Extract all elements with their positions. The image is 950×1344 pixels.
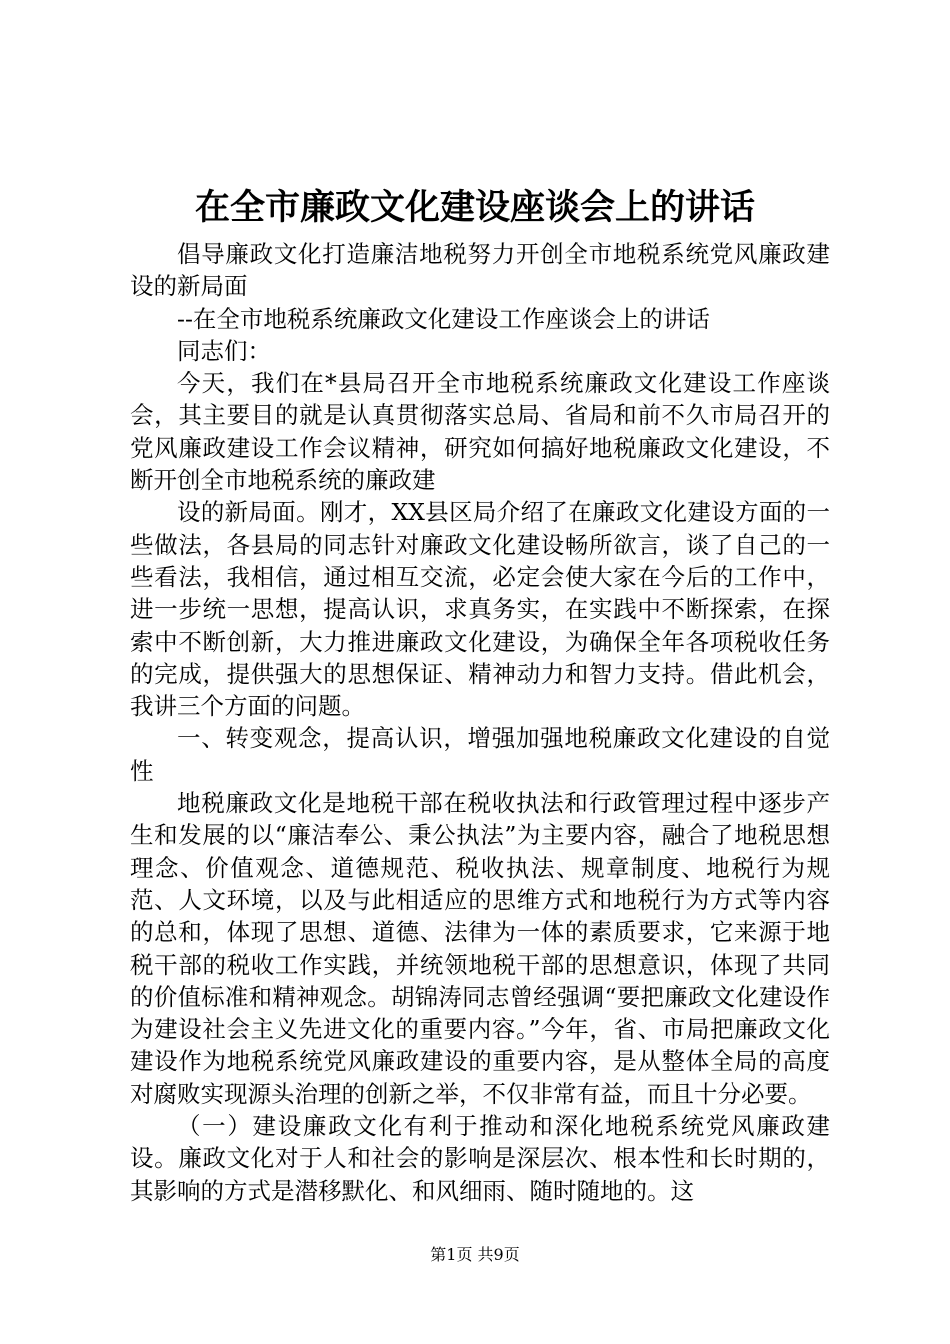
paragraph-section-heading: 一、转变观念，提高认识，增强加强地税廉政文化建设的自觉性 [130, 724, 830, 785]
paragraph-section-body: 地税廉政文化是地税干部在税收执法和行政管理过程中逐步产生和发展的以“廉洁奉公、秉公执法”为主要内容，融合了地税思想理念、价值观念、道德规范、税收执法、规章制度、地税行为规范、人文环境，以及与此相适应的思维方式和地税行为方式等内容的总和，体现了思想、道德、法律为一体的素质要求，它来源于地税干部的税收工作实践，并统领地税干部的思想意识，体现了共同的价值标准和精神观念。胡锦涛同志曾经强调“要把廉政文化建设作为建设社会主义先进文化的重要内容。”今年，省、市局把廉政文化建设作为地税系统党风廉政建设的重要内容，是从整体全局的高度对腐败实现源头治理的创新之举，不仅非常有益，而且十分必要。 [130, 789, 830, 1108]
paragraph-salutation: 同志们： [177, 336, 271, 365]
document-body [130, 238, 830, 1207]
paragraph-subsection: （一）建设廉政文化有利于推动和深化地税系统党风廉政建设。廉政文化对于人和社会的影响是深层次、根本性和长时期的，其影响的方式是潜移默化、和风细雨、随时随地的。这 [130, 1112, 830, 1205]
paragraph-intro-continued: 设的新局面。刚才，XX县区局介绍了在廉政文化建设方面的一些做法，各县局的同志针对廉政文化建设畅所欲言，谈了自己的一些看法，我相信，通过相互交流，必定会使大家在今后的工作中，进一步统一思想，提高认识，求真务实，在实践中不断探索，在探索中不断创新，大力推进廉政文化建设，为确保全年各项税收任务的完成，提供强大的思想保证、精神动力和智力支持。借此机会，我讲三个方面的问题。 [130, 498, 830, 721]
document-title: 在全市廉政文化建设座谈会上的讲话 [194, 187, 755, 228]
paragraph-intro: 今天，我们在*县局召开全市地税系统廉政文化建设工作座谈会，其主要目的就是认真贯彻落实总局、省局和前不久市局召开的党风廉政建设工作会议精神，研究如何搞好地税廉政文化建设，不断开创全市地税系统的廉政建 [130, 369, 830, 495]
paragraph-subtitle: 倡导廉政文化打造廉洁地税努力开创全市地税系统党风廉政建设的新局面 [130, 240, 830, 301]
paragraph-speech-subtitle: --在全市地税系统廉政文化建设工作座谈会上的讲话 [177, 304, 710, 333]
page-footer: 第1页 共9页 [430, 1245, 520, 1264]
